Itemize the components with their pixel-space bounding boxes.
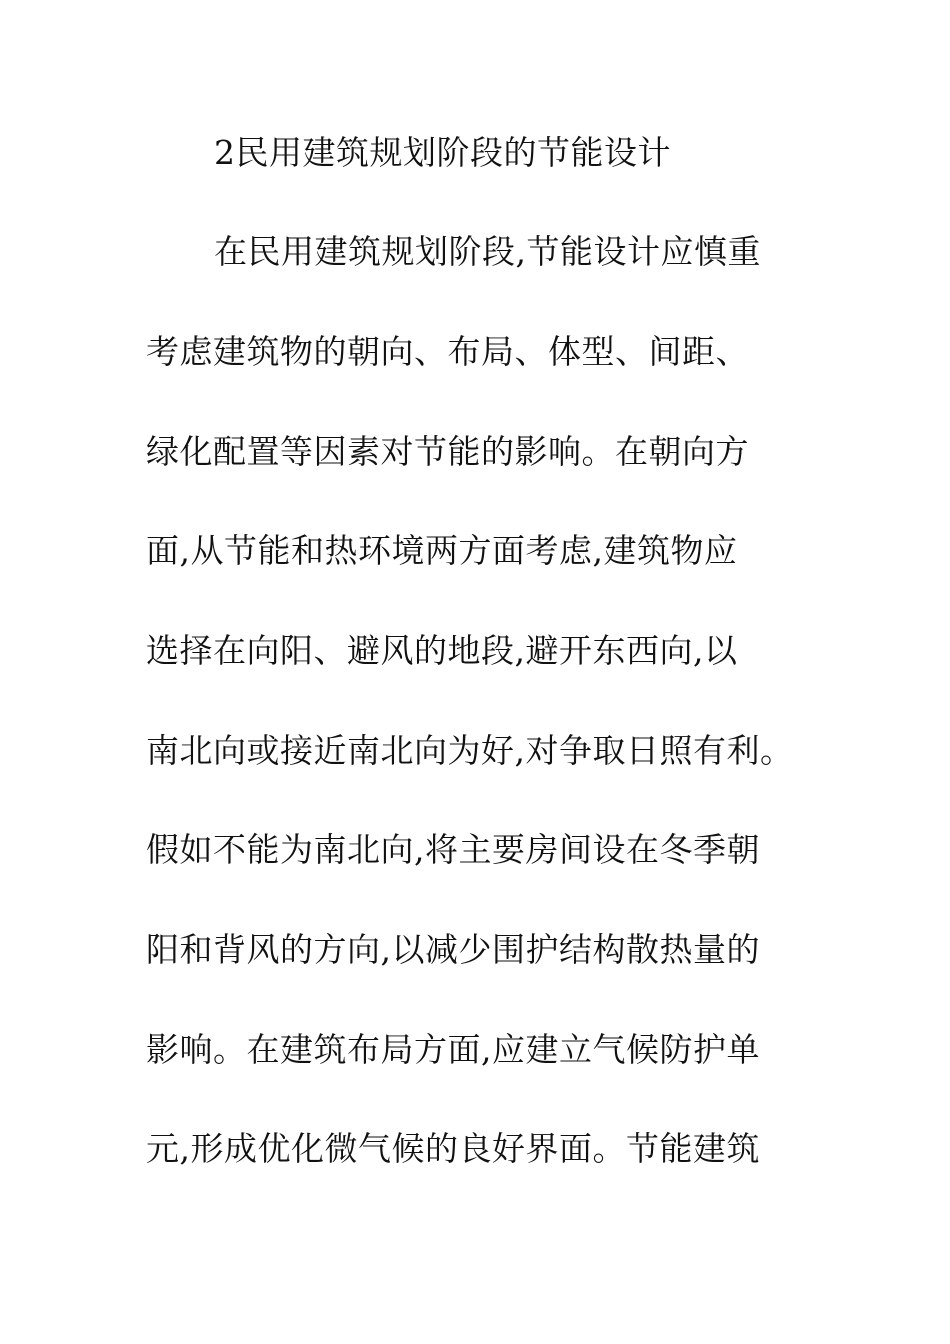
- paragraph-line: 假如不能为南北向,将主要房间设在冬季朝: [146, 830, 760, 869]
- paragraph-line: 在民用建筑规划阶段,节能设计应慎重: [214, 232, 761, 271]
- paragraph-line: 元,形成优化微气候的良好界面。节能建筑: [146, 1129, 760, 1168]
- paragraph-line: 面,从节能和热环境两方面考虑,建筑物应: [146, 531, 738, 570]
- section-heading: 2民用建筑规划阶段的节能设计: [214, 133, 671, 172]
- paragraph-line: 考虑建筑物的朝向、布局、体型、间距、: [146, 332, 749, 371]
- paragraph-line: 绿化配置等因素对节能的影响。在朝向方: [146, 432, 749, 471]
- paragraph-line: 选择在向阳、避风的地段,避开东西向,以: [146, 631, 738, 670]
- paragraph-line: 阳和背风的方向,以减少围护结构散热量的: [146, 930, 760, 969]
- paragraph-line: 影响。在建筑布局方面,应建立气候防护单: [146, 1030, 760, 1069]
- paragraph-line: 南北向或接近南北向为好,对争取日照有利。: [146, 731, 794, 770]
